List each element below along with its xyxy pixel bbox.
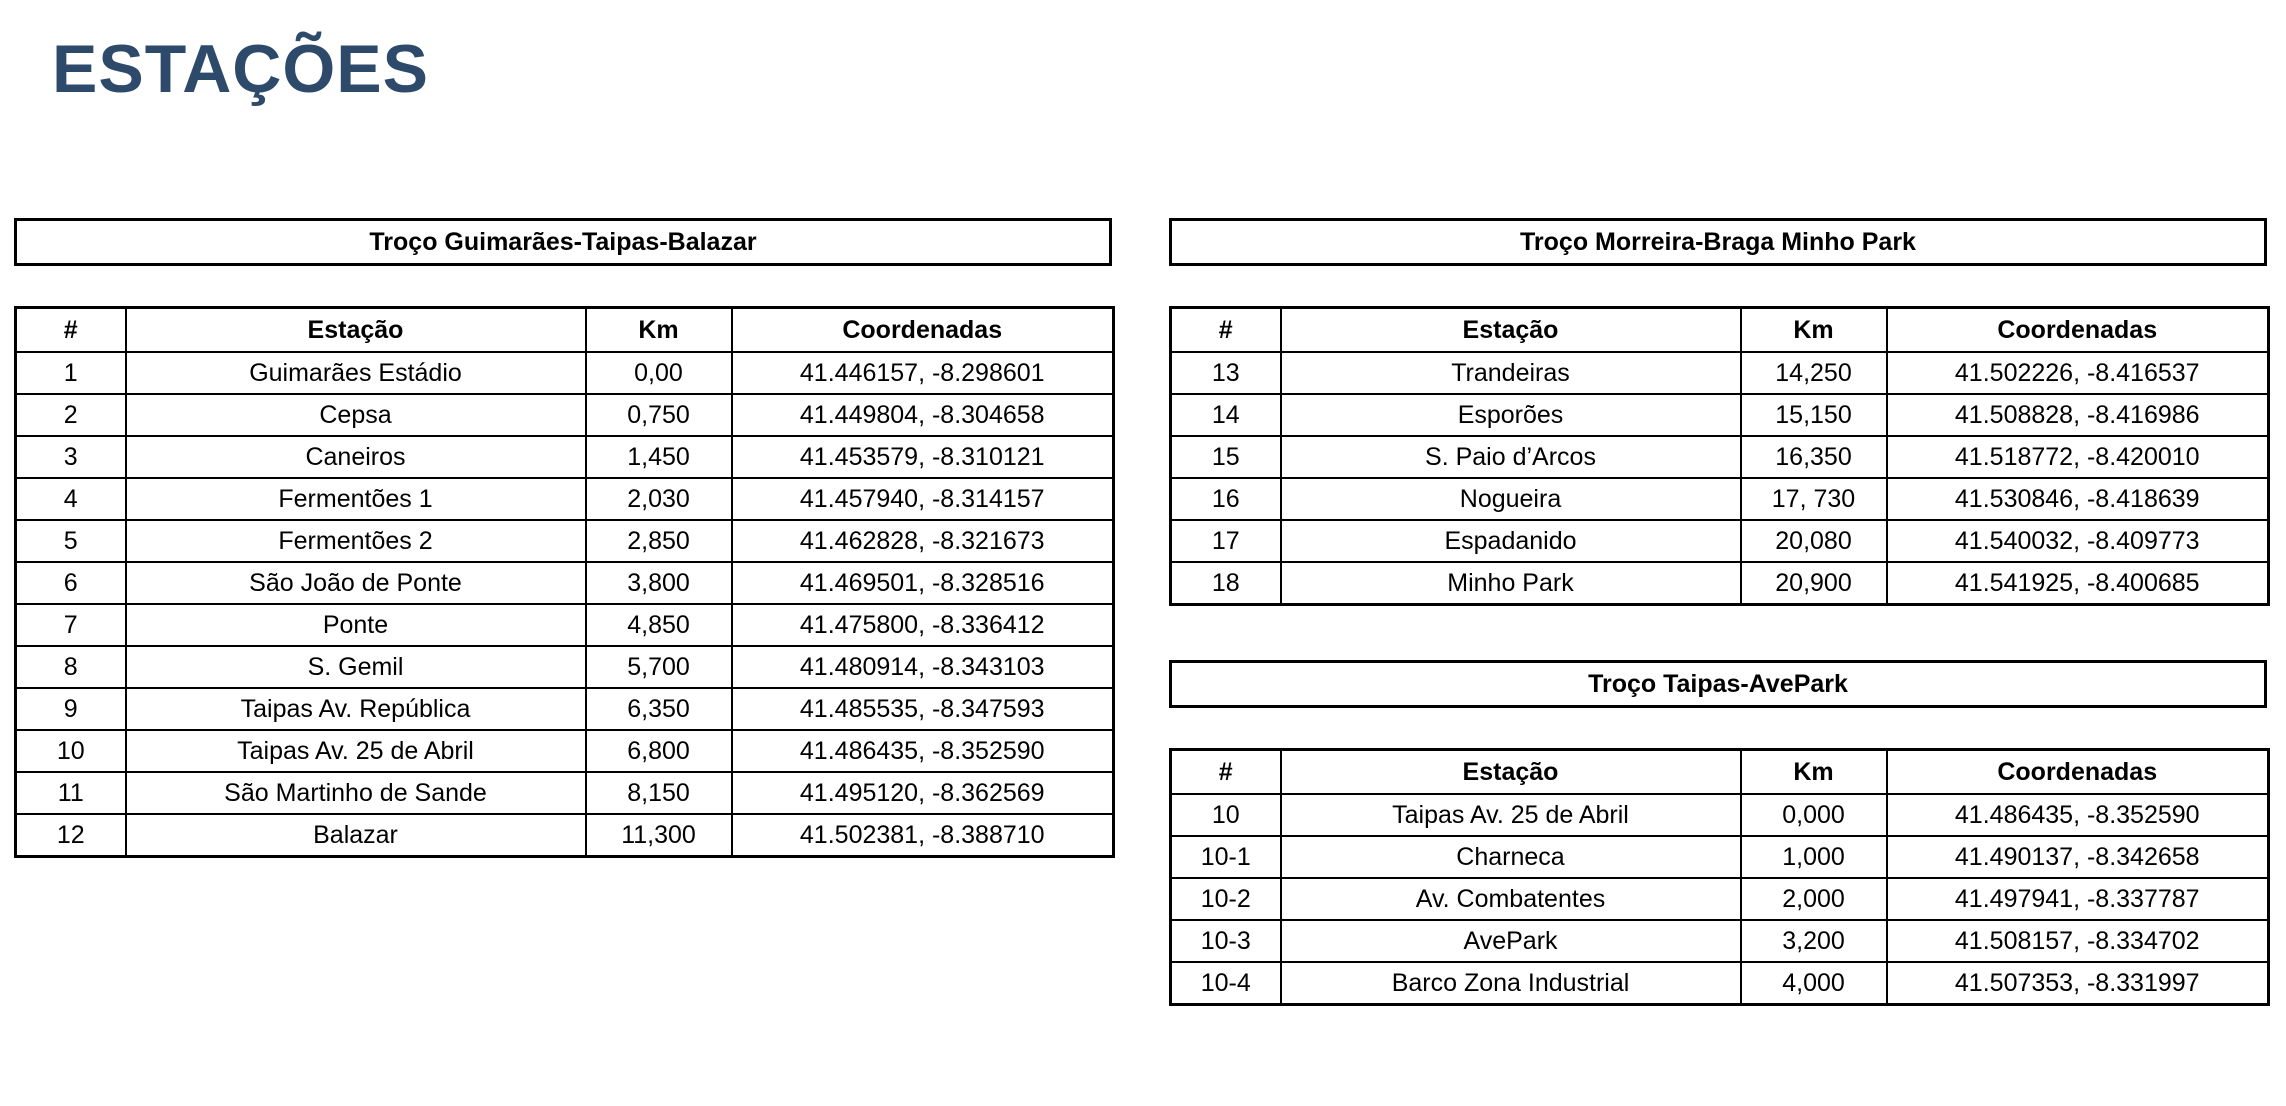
station-number: 10 [1171, 794, 1281, 836]
station-coordinates: 41.508828, -8.416986 [1887, 394, 2269, 436]
station-number: 16 [1171, 478, 1281, 520]
column-header-number: # [1171, 750, 1281, 795]
station-name: Caneiros [126, 436, 586, 478]
station-coordinates: 41.486435, -8.352590 [1887, 794, 2269, 836]
table-row [16, 814, 1114, 857]
table-header-row [1171, 308, 2269, 353]
station-number: 9 [16, 688, 126, 730]
station-number: 10-3 [1171, 920, 1281, 962]
station-km: 2,030 [586, 478, 732, 520]
station-name: Av. Combatentes [1281, 878, 1741, 920]
station-km: 6,350 [586, 688, 732, 730]
station-km: 6,800 [586, 730, 732, 772]
table-row [1171, 352, 2269, 394]
station-km: 16,350 [1741, 436, 1887, 478]
station-km: 1,450 [586, 436, 732, 478]
station-coordinates: 41.497941, -8.337787 [1887, 878, 2269, 920]
station-km: 0,000 [1741, 794, 1887, 836]
table-row [1171, 478, 2269, 520]
station-number: 5 [16, 520, 126, 562]
column-header-station: Estação [1281, 308, 1741, 353]
station-coordinates: 41.485535, -8.347593 [732, 688, 1114, 730]
station-km: 14,250 [1741, 352, 1887, 394]
station-number: 12 [16, 814, 126, 857]
table-row [1171, 920, 2269, 962]
column-header-km: Km [586, 308, 732, 353]
station-name: Trandeiras [1281, 352, 1741, 394]
station-number: 4 [16, 478, 126, 520]
column-header-station: Estação [1281, 750, 1741, 795]
table-row [16, 688, 1114, 730]
table-row [1171, 878, 2269, 920]
station-number: 10 [16, 730, 126, 772]
station-coordinates: 41.540032, -8.409773 [1887, 520, 2269, 562]
station-name: Taipas Av. República [126, 688, 586, 730]
station-coordinates: 41.446157, -8.298601 [732, 352, 1114, 394]
station-km: 20,900 [1741, 562, 1887, 605]
station-name: Fermentões 1 [126, 478, 586, 520]
stations-table-taipas-avepark [1169, 748, 2270, 1006]
table-row [16, 562, 1114, 604]
station-number: 17 [1171, 520, 1281, 562]
table-row [16, 436, 1114, 478]
station-number: 10-1 [1171, 836, 1281, 878]
station-name: S. Gemil [126, 646, 586, 688]
stations-table-guimaraes-taipas-balazar [14, 306, 1115, 858]
table-row [1171, 436, 2269, 478]
stations-table-morreira-braga-minho-park [1169, 306, 2270, 606]
station-name: Cepsa [126, 394, 586, 436]
station-name: Ponte [126, 604, 586, 646]
table-row [16, 352, 1114, 394]
station-coordinates: 41.469501, -8.328516 [732, 562, 1114, 604]
station-coordinates: 41.495120, -8.362569 [732, 772, 1114, 814]
station-km: 2,850 [586, 520, 732, 562]
station-name: Esporões [1281, 394, 1741, 436]
station-km: 15,150 [1741, 394, 1887, 436]
station-name: Guimarães Estádio [126, 352, 586, 394]
station-km: 0,00 [586, 352, 732, 394]
station-coordinates: 41.480914, -8.343103 [732, 646, 1114, 688]
column-header-coordinates: Coordenadas [1887, 750, 2269, 795]
station-number: 18 [1171, 562, 1281, 605]
station-name: Taipas Av. 25 de Abril [1281, 794, 1741, 836]
station-km: 4,850 [586, 604, 732, 646]
station-km: 4,000 [1741, 962, 1887, 1005]
station-number: 7 [16, 604, 126, 646]
station-coordinates: 41.457940, -8.314157 [732, 478, 1114, 520]
station-km: 1,000 [1741, 836, 1887, 878]
station-km: 20,080 [1741, 520, 1887, 562]
station-name: São Martinho de Sande [126, 772, 586, 814]
column-header-coordinates: Coordenadas [732, 308, 1114, 353]
station-coordinates: 41.453579, -8.310121 [732, 436, 1114, 478]
table-row [16, 646, 1114, 688]
table-header-row [1171, 750, 2269, 795]
station-coordinates: 41.530846, -8.418639 [1887, 478, 2269, 520]
station-number: 3 [16, 436, 126, 478]
station-coordinates: 41.475800, -8.336412 [732, 604, 1114, 646]
station-coordinates: 41.490137, -8.342658 [1887, 836, 2269, 878]
station-number: 10-2 [1171, 878, 1281, 920]
station-km: 17, 730 [1741, 478, 1887, 520]
station-number: 11 [16, 772, 126, 814]
station-km: 2,000 [1741, 878, 1887, 920]
station-km: 8,150 [586, 772, 732, 814]
station-km: 0,750 [586, 394, 732, 436]
station-name: S. Paio d’Arcos [1281, 436, 1741, 478]
station-name: Espadanido [1281, 520, 1741, 562]
station-km: 3,800 [586, 562, 732, 604]
station-number: 8 [16, 646, 126, 688]
station-name: Barco Zona Industrial [1281, 962, 1741, 1005]
table-row [1171, 794, 2269, 836]
table-row [16, 394, 1114, 436]
station-coordinates: 41.502381, -8.388710 [732, 814, 1114, 857]
station-coordinates: 41.508157, -8.334702 [1887, 920, 2269, 962]
station-number: 10-4 [1171, 962, 1281, 1005]
station-coordinates: 41.518772, -8.420010 [1887, 436, 2269, 478]
station-number: 15 [1171, 436, 1281, 478]
station-number: 2 [16, 394, 126, 436]
station-name: Balazar [126, 814, 586, 857]
station-number: 14 [1171, 394, 1281, 436]
section-header-morreira-braga-minho-park: Troço Morreira-Braga Minho Park [1169, 218, 2267, 266]
table-row [1171, 562, 2269, 605]
table-row [16, 772, 1114, 814]
station-name: Taipas Av. 25 de Abril [126, 730, 586, 772]
table-row [16, 730, 1114, 772]
station-name: São João de Ponte [126, 562, 586, 604]
station-name: Fermentões 2 [126, 520, 586, 562]
station-number: 6 [16, 562, 126, 604]
station-coordinates: 41.462828, -8.321673 [732, 520, 1114, 562]
table-row [1171, 962, 2269, 1005]
station-number: 1 [16, 352, 126, 394]
column-header-station: Estação [126, 308, 586, 353]
station-name: Nogueira [1281, 478, 1741, 520]
column-header-coordinates: Coordenadas [1887, 308, 2269, 353]
station-coordinates: 41.541925, -8.400685 [1887, 562, 2269, 605]
station-coordinates: 41.502226, -8.416537 [1887, 352, 2269, 394]
section-header-guimaraes-taipas-balazar: Troço Guimarães-Taipas-Balazar [14, 218, 1112, 266]
table-row [16, 478, 1114, 520]
station-coordinates: 41.449804, -8.304658 [732, 394, 1114, 436]
section-header-taipas-avepark: Troço Taipas-AvePark [1169, 660, 2267, 708]
station-km: 11,300 [586, 814, 732, 857]
table-row [1171, 520, 2269, 562]
page-title: ESTAÇÕES [52, 31, 430, 107]
table-row [1171, 394, 2269, 436]
station-name: Charneca [1281, 836, 1741, 878]
column-header-km: Km [1741, 750, 1887, 795]
station-number: 13 [1171, 352, 1281, 394]
column-header-number: # [16, 308, 126, 353]
station-coordinates: 41.486435, -8.352590 [732, 730, 1114, 772]
column-header-number: # [1171, 308, 1281, 353]
column-header-km: Km [1741, 308, 1887, 353]
station-name: Minho Park [1281, 562, 1741, 605]
table-row [16, 520, 1114, 562]
table-row [16, 604, 1114, 646]
table-row [1171, 836, 2269, 878]
station-coordinates: 41.507353, -8.331997 [1887, 962, 2269, 1005]
station-name: AvePark [1281, 920, 1741, 962]
station-km: 5,700 [586, 646, 732, 688]
table-header-row [16, 308, 1114, 353]
station-km: 3,200 [1741, 920, 1887, 962]
